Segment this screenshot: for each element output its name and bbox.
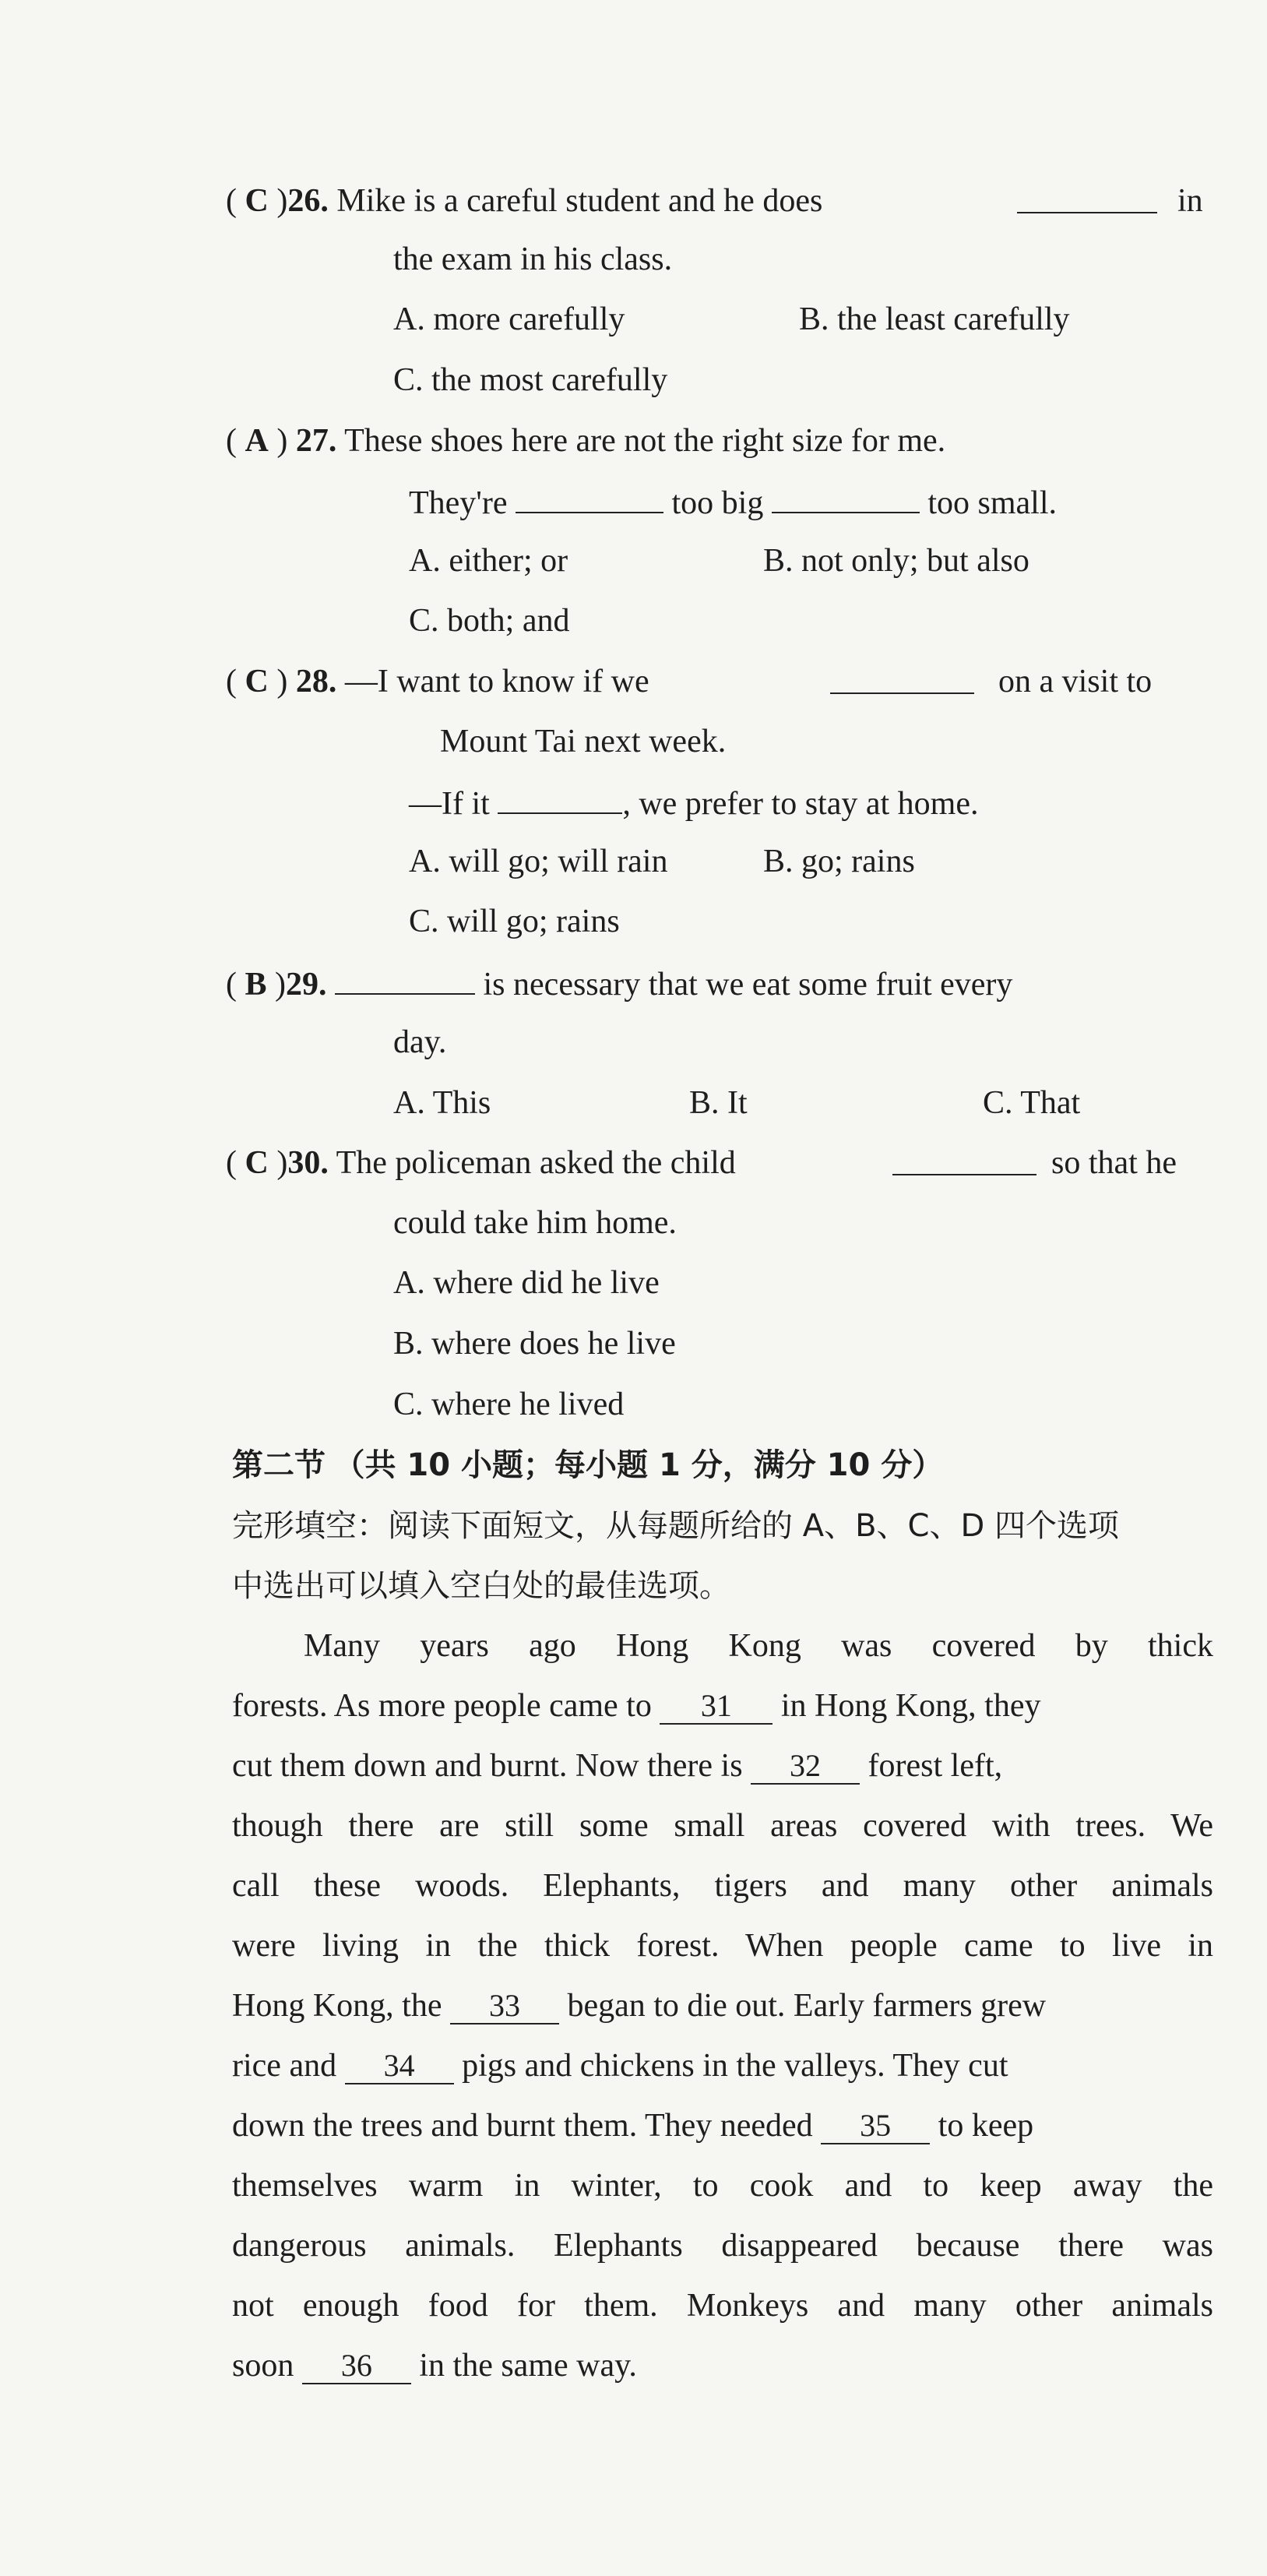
- passage-line: dangerous animals. Elephants disappeared because there was: [232, 2228, 1213, 2264]
- option-a: A. where did he live: [393, 1265, 660, 1301]
- option-b: B. go; rains: [763, 844, 915, 879]
- answer-bracket: ( A ): [226, 423, 288, 459]
- answer-bracket: ( C ): [226, 183, 288, 219]
- passage-text: forests. As more people came to: [232, 1688, 652, 1724]
- option-c: C. That: [983, 1085, 1081, 1121]
- passage-text: in the same way.: [419, 2348, 637, 2384]
- section-instruction: 完形填空：阅读下面短文，从每题所给的 A、B、C、D 四个选项: [232, 1508, 1119, 1544]
- cloze-blank-35: 35: [821, 2109, 930, 2144]
- passage-text: pigs and chickens in the valleys. They cut: [462, 2048, 1008, 2084]
- passage-text: forest left,: [868, 1748, 1003, 1784]
- option-b: B. the least carefully: [799, 301, 1070, 337]
- option-b: B. It: [689, 1085, 748, 1121]
- passage-line: [232, 1683, 1041, 1729]
- passage-line: [232, 1743, 1002, 1789]
- question-stem-line2: the exam in his class.: [393, 241, 673, 277]
- passage-line: Many years ago Hong Kong was covered by thick: [304, 1628, 1213, 1664]
- passage-line: not enough food for them. Monkeys and many other animals: [232, 2288, 1213, 2324]
- passage-text: down the trees and burnt them. They needed: [232, 2108, 813, 2144]
- option-a: A. will go; will rain: [409, 844, 668, 879]
- blank: [498, 778, 622, 814]
- question-29: [226, 959, 1012, 1008]
- question-stem-end: so that he: [1051, 1145, 1177, 1181]
- answer-bracket: ( C ): [226, 664, 288, 700]
- blank: [516, 477, 663, 513]
- question-30: [226, 1140, 736, 1186]
- question-stem: The policeman asked the child: [336, 1145, 736, 1181]
- passage-line: [232, 2102, 1033, 2149]
- option-c: C. the most carefully: [393, 362, 668, 398]
- answer-letter: C: [245, 1145, 269, 1181]
- question-number: 26.: [287, 183, 329, 219]
- answer-letter: B: [245, 967, 267, 1003]
- blank: [772, 477, 920, 513]
- question-28: [226, 658, 649, 705]
- stem-part: too big: [671, 485, 764, 521]
- question-stem: is necessary that we eat some fruit every: [483, 967, 1013, 1003]
- cloze-blank-33: 33: [450, 1989, 559, 2025]
- question-stem: —I want to know if we: [344, 664, 649, 700]
- option-b: B. where does he live: [393, 1326, 676, 1362]
- question-stem: These shoes here are not the right size for me.: [344, 423, 946, 459]
- option-c: C. where he lived: [393, 1387, 625, 1422]
- question-stem-line2: Mount Tai next week.: [440, 724, 727, 759]
- answer-letter: A: [245, 423, 269, 459]
- question-stem-line2: [409, 477, 1057, 527]
- question-number: 27.: [295, 423, 337, 459]
- cloze-blank-36: 36: [302, 2349, 411, 2384]
- passage-text: cut them down and burnt. Now there is: [232, 1748, 743, 1784]
- passage-text: began to die out. Early farmers grew: [567, 1988, 1047, 2024]
- passage-line: [232, 1982, 1046, 2029]
- blank: [892, 1140, 1036, 1189]
- section-instruction: 中选出可以填入空白处的最佳选项。: [232, 1568, 730, 1604]
- question-stem: Mike is a careful student and he does: [336, 183, 823, 219]
- blank: [335, 959, 475, 995]
- question-stem-end: on a visit to: [998, 664, 1153, 700]
- passage-line: [232, 2042, 1008, 2089]
- answer-letter: C: [245, 664, 269, 700]
- passage-line: were living in the thick forest. When people came to live in: [232, 1928, 1213, 1964]
- question-stem-line3: [409, 778, 978, 827]
- cloze-blank-34: 34: [345, 2049, 454, 2084]
- option-a: A. more carefully: [393, 301, 625, 337]
- question-stem-end: in: [1177, 183, 1203, 219]
- question-stem-line2: could take him home.: [393, 1205, 677, 1241]
- passage-text: to keep: [938, 2108, 1034, 2144]
- option-a: A. This: [393, 1085, 491, 1121]
- stem-part: too small.: [927, 485, 1058, 521]
- answer-bracket: ( B ): [226, 967, 287, 1003]
- passage-line: though there are still some small areas covered with trees. We: [232, 1808, 1213, 1844]
- stem-part: —If it: [409, 786, 490, 822]
- option-c: C. both; and: [409, 603, 570, 639]
- passage-line: call these woods. Elephants, tigers and many other animals: [232, 1868, 1213, 1904]
- option-c: C. will go; rains: [409, 904, 620, 939]
- question-number: 30.: [287, 1145, 329, 1181]
- question-27: [226, 418, 945, 464]
- option-a: A. either; or: [409, 543, 568, 579]
- passage-text: Hong Kong, the: [232, 1988, 442, 2024]
- question-stem-line2: day.: [393, 1024, 447, 1060]
- passage-text: rice and: [232, 2048, 337, 2084]
- cloze-blank-31: 31: [660, 1689, 773, 1725]
- passage-text: in Hong Kong, they: [780, 1688, 1041, 1724]
- stem-part: They're: [409, 485, 508, 521]
- blank: [830, 658, 974, 707]
- section-heading: [232, 1442, 943, 1489]
- section-title: 第二节: [232, 1447, 326, 1483]
- option-b: B. not only; but also: [763, 543, 1029, 579]
- question-number: 29.: [286, 967, 327, 1003]
- section-note: （共 10 小题；每小题 1 分，满分 10 分）: [333, 1447, 944, 1483]
- passage-line: [232, 2342, 637, 2389]
- stem-part: , we prefer to stay at home.: [622, 786, 979, 822]
- passage-text: soon: [232, 2348, 294, 2384]
- question-number: 28.: [295, 664, 337, 700]
- blank: [1017, 178, 1157, 227]
- answer-letter: C: [245, 183, 269, 219]
- passage-line: themselves warm in winter, to cook and to keep away the: [232, 2168, 1213, 2204]
- answer-bracket: ( C ): [226, 1145, 288, 1181]
- cloze-blank-32: 32: [751, 1749, 860, 1785]
